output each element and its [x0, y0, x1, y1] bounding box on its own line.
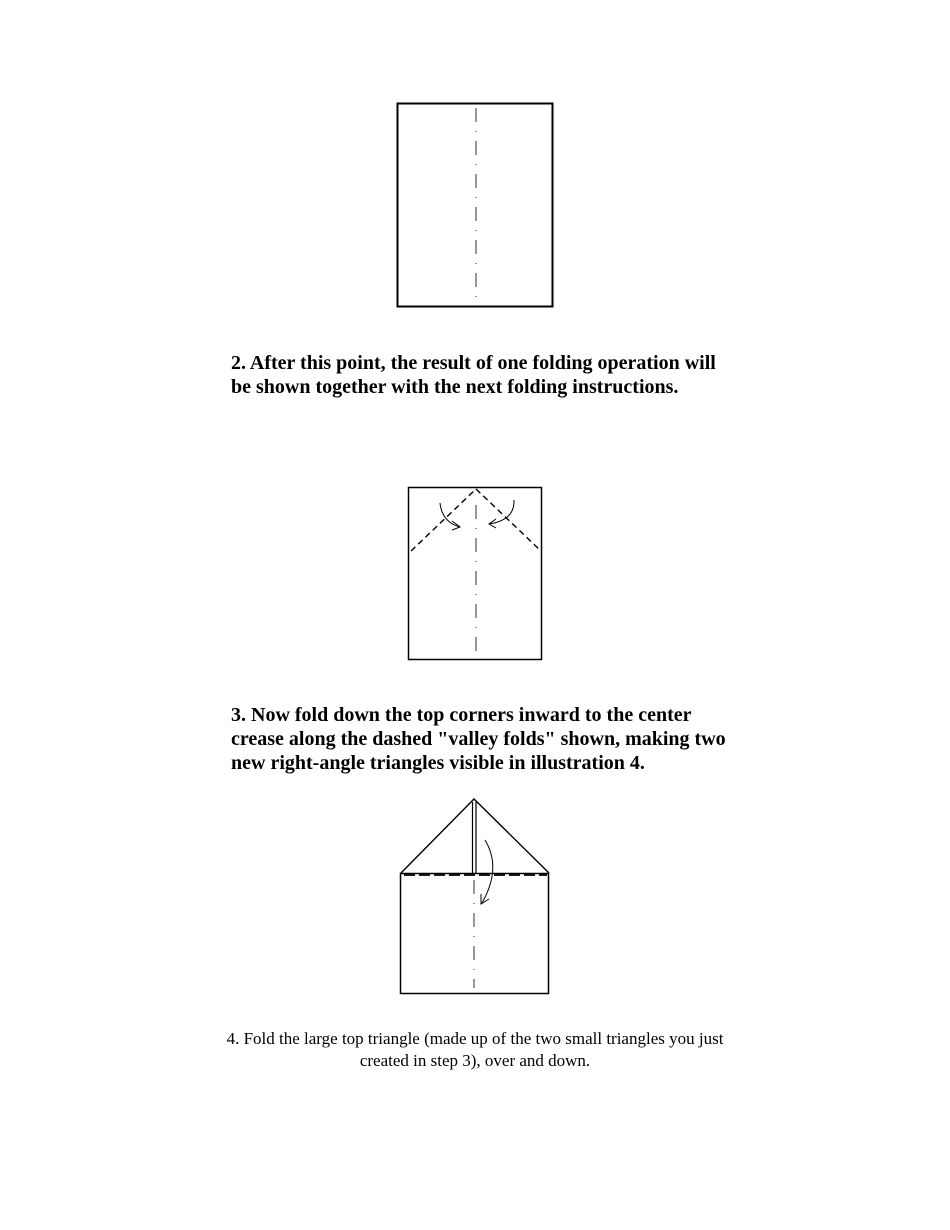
- top-triangle-outline: [401, 799, 549, 873]
- fold-down-arrow: [482, 840, 493, 903]
- step-4-instruction: 4. Fold the large top triangle (made up of the two small triangles you just created in step 3), over and down.: [226, 1029, 724, 1070]
- step-2-instruction: 2. After this point, the result of one folding operation will be shown together with the next folding instructions.: [231, 352, 716, 398]
- step-3-instruction: 3. Now fold down the top corners inward to the center crease along the dashed "valley folds" shown, making two new right-angle triangles visible in illustration 4.: [231, 704, 726, 774]
- paper-body: [401, 874, 549, 994]
